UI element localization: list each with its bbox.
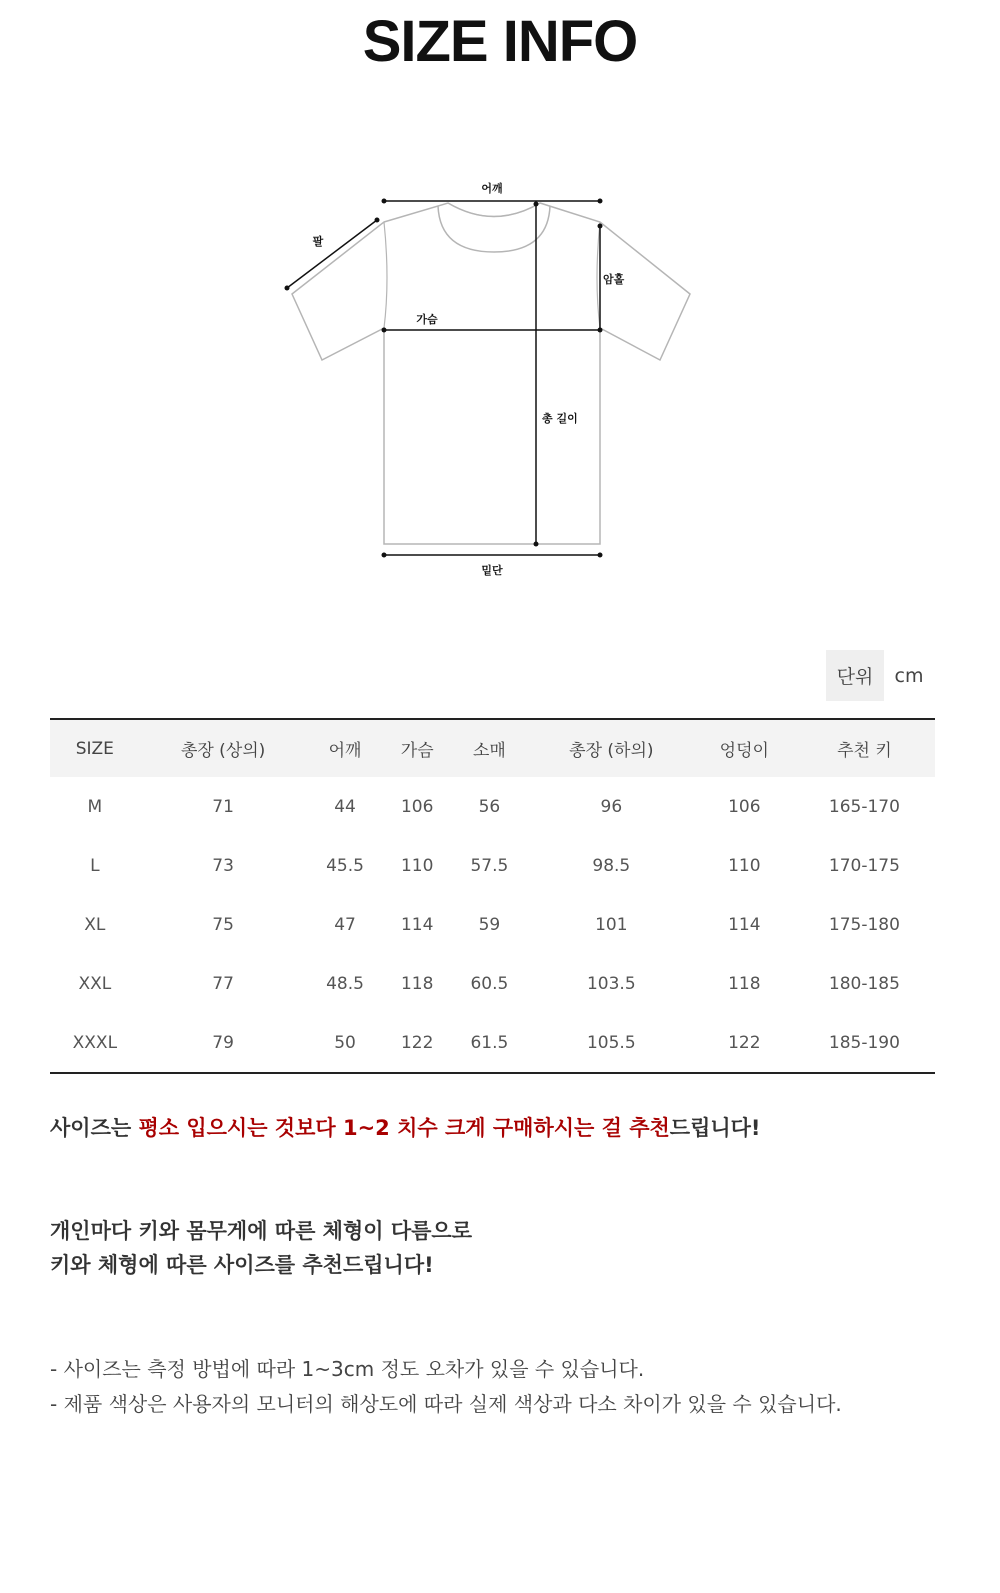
size-table-header-row — [50, 719, 935, 777]
table-cell: 59 — [478, 914, 501, 935]
table-cell: 106 — [728, 796, 761, 817]
tshirt-measurement-diagram — [270, 170, 710, 590]
table-cell: 170-175 — [828, 855, 900, 876]
header-hip: 엉덩이 — [719, 741, 769, 761]
hem-line-start — [382, 553, 387, 558]
table-cell: 118 — [400, 973, 434, 994]
unit-indicator — [826, 650, 934, 701]
table-cell: M — [87, 796, 103, 817]
table-cell: 98.5 — [592, 855, 631, 876]
unit-value: cm — [894, 664, 924, 687]
table-cell: 106 — [400, 796, 434, 817]
table-cell: 175-180 — [828, 914, 900, 935]
page-title: SIZE INFO — [362, 9, 638, 74]
remark-measurement: - 사이즈는 측정 방법에 따라 1~3cm 정도 오차가 있을 수 있습니다. — [50, 1357, 645, 1381]
table-cell: 114 — [400, 914, 434, 935]
table-cell: 50 — [334, 1032, 356, 1053]
table-cell: 75 — [212, 914, 234, 935]
table-cell: 165-170 — [828, 796, 900, 817]
table-cell: 57.5 — [470, 855, 509, 876]
unit-label: 단위 — [826, 650, 884, 701]
total-length-line-end — [534, 542, 539, 547]
table-cell: 45.5 — [326, 855, 364, 876]
tshirt-collar-inner — [448, 203, 540, 217]
sleeve-label: 팔 — [312, 235, 324, 248]
hem-label: 밑단 — [481, 564, 503, 577]
header-size: SIZE — [75, 738, 114, 759]
table-cell: XXL — [78, 973, 112, 994]
tshirt-collar — [438, 206, 550, 252]
remarks-list — [50, 1352, 842, 1422]
body-type-note-line2: 키와 체형에 따른 사이즈를 추천드립니다! — [50, 1253, 434, 1277]
table-cell: 185-190 — [828, 1032, 900, 1053]
table-cell: 103.5 — [586, 973, 636, 994]
table-row — [50, 954, 935, 1013]
table-cell: 56 — [478, 796, 501, 817]
total-length-label: 총 길이 — [542, 412, 578, 425]
sleeve-line — [287, 220, 377, 288]
tshirt-diagram-svg — [270, 170, 710, 590]
chest-line-start — [382, 328, 387, 333]
table-cell: XL — [84, 914, 106, 935]
left-armhole-seam — [384, 222, 387, 328]
table-cell: 73 — [212, 855, 234, 876]
body-type-note — [50, 1214, 472, 1282]
header-sleeve: 소매 — [472, 741, 506, 761]
table-cell: XXXL — [72, 1032, 118, 1053]
table-cell: 48.5 — [326, 973, 364, 994]
table-cell: 110 — [400, 855, 434, 876]
table-cell: 118 — [728, 973, 761, 994]
total-length-line-start — [534, 202, 539, 207]
table-cell: 61.5 — [470, 1032, 509, 1053]
table-cell: 44 — [334, 796, 356, 817]
table-row — [50, 777, 935, 836]
size-table — [50, 718, 935, 1074]
table-row — [50, 836, 935, 895]
table-cell: 101 — [595, 914, 628, 935]
table-cell: 77 — [212, 973, 234, 994]
table-cell: 122 — [400, 1032, 434, 1053]
remark-color: - 제품 색상은 사용자의 모니터의 해상도에 따라 실제 색상과 다소 차이가 있을 수 있습니다. — [50, 1392, 842, 1416]
header-chest: 가슴 — [400, 741, 434, 761]
body-type-note-line1: 개인마다 키와 몸무게에 따른 체형이 다름으로 — [50, 1219, 472, 1243]
armhole-label: 암홀 — [603, 273, 625, 286]
shoulder-label: 어깨 — [481, 182, 503, 195]
table-cell: L — [90, 855, 100, 876]
sleeve-line-end — [375, 218, 380, 223]
sleeve-line-start — [285, 286, 290, 291]
size-recommendation-note — [50, 1111, 761, 1145]
table-cell: 105.5 — [586, 1032, 636, 1053]
chest-label: 가슴 — [416, 313, 438, 326]
table-cell: 180-185 — [828, 973, 900, 994]
recommendation-suffix: 드립니다! — [669, 1116, 761, 1140]
shoulder-line-end — [598, 199, 603, 204]
table-row — [50, 1013, 935, 1073]
recommendation-prefix: 사이즈는 — [50, 1116, 139, 1140]
table-cell: 114 — [728, 914, 761, 935]
shoulder-line-start — [382, 199, 387, 204]
table-cell: 79 — [212, 1032, 234, 1053]
table-row — [50, 895, 935, 954]
header-recommended-height: 추천 키 — [837, 741, 892, 761]
table-cell: 110 — [728, 855, 761, 876]
hem-line-end — [598, 553, 603, 558]
table-cell: 71 — [212, 796, 234, 817]
armhole-line-start — [598, 224, 603, 229]
header-bottom-length: 총장 (하의) — [569, 741, 654, 761]
recommendation-highlight: 평소 입으시는 것보다 1~2 치수 크게 구매하시는 걸 추천 — [138, 1116, 670, 1140]
table-cell: 96 — [600, 796, 623, 817]
header-top-length: 총장 (상의) — [180, 741, 266, 761]
table-cell: 47 — [334, 914, 356, 935]
header-shoulder: 어깨 — [328, 741, 362, 761]
table-cell: 122 — [728, 1032, 761, 1053]
tshirt-outline — [292, 203, 690, 544]
table-cell: 60.5 — [470, 973, 509, 994]
